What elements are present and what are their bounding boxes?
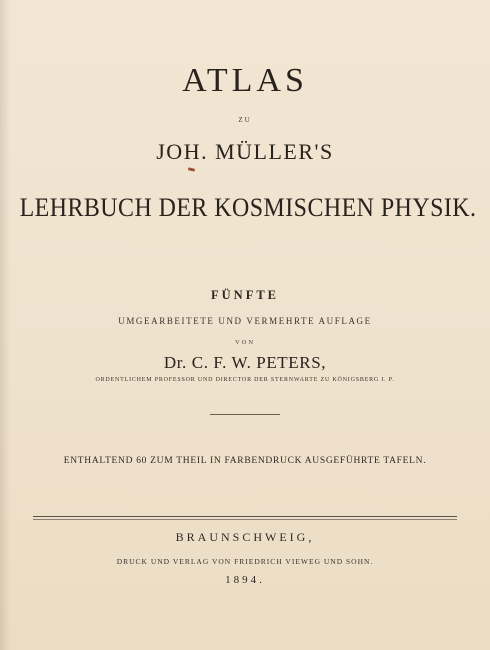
imprint-divider: [33, 516, 457, 517]
editor-name: Dr. C. F. W. PETERS,: [163, 353, 327, 372]
von-connector: VON: [234, 339, 256, 346]
contents-note: ENTHALTEND 60 ZUM THEIL IN FARBENDRUCK AUSGEFÜHRTE TAFELN.: [63, 456, 427, 466]
short-divider: [210, 414, 280, 415]
zu-connector: ZU: [238, 116, 252, 124]
imprint-divider-inner: [33, 519, 457, 520]
publisher-name: DRUCK UND VERLAG VON FRIEDRICH VIEWEG UND SOHN.: [116, 557, 374, 566]
editor-position: ORDENTLICHEM PROFESSOR UND DIRECTOR DER STERNWARTE ZU KÖNIGSBERG I. P.: [95, 377, 395, 383]
author-name: JOH. MÜLLER'S: [156, 139, 334, 164]
atlas-title: ATLAS: [182, 62, 308, 99]
ink-mark: [188, 167, 195, 171]
edition-label: FÜNFTE: [211, 288, 279, 302]
book-title: LEHRBUCH DER KOSMISCHEN PHYSIK.: [19, 193, 477, 222]
publication-year: 1894.: [225, 574, 265, 586]
publisher-city: BRAUNSCHWEIG,: [175, 530, 315, 544]
revised-edition-text: UMGEARBEITETE UND VERMEHRTE AUFLAGE: [118, 316, 372, 326]
